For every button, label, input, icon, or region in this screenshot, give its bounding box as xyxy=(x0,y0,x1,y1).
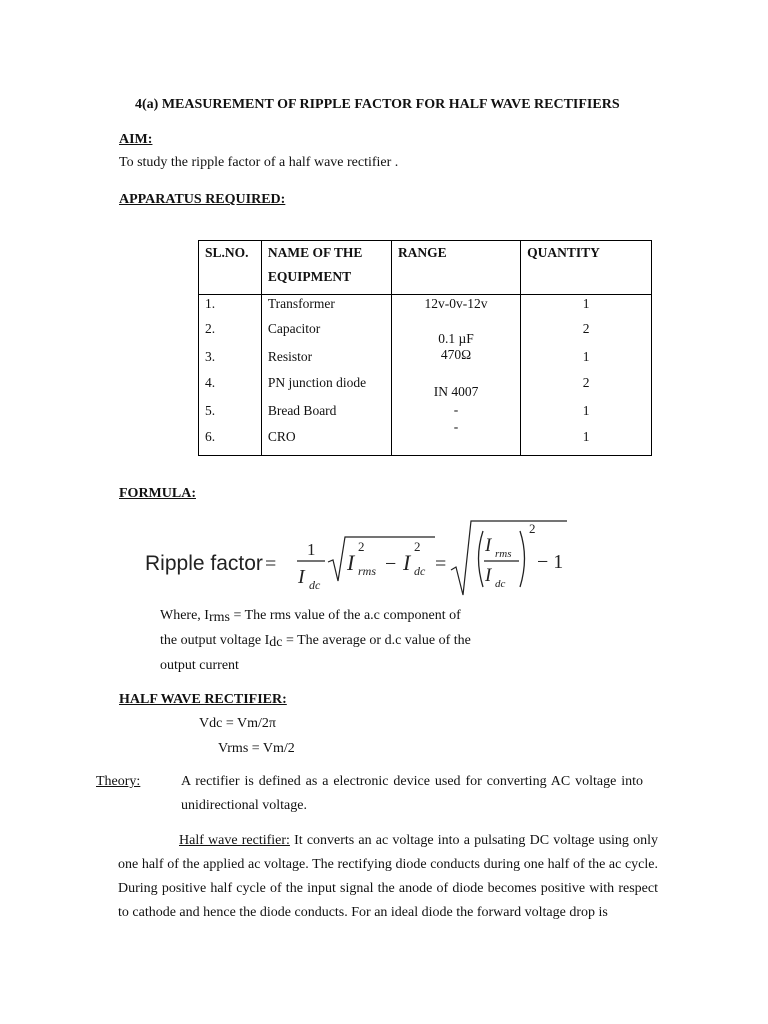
slno-cell: 4. xyxy=(205,375,216,390)
left-paren xyxy=(479,531,484,587)
formula-frac-sub-dc: dc xyxy=(495,578,506,590)
formula-sq-dc: 2 xyxy=(414,539,421,554)
formula-frac-sub-rms: rms xyxy=(495,548,512,560)
range-column xyxy=(391,295,520,456)
formula-minus-one: − 1 xyxy=(537,551,564,573)
formula-equals2: = xyxy=(435,553,447,575)
slno-cell: 5. xyxy=(205,403,216,418)
right-paren xyxy=(520,531,525,587)
where-line-1: Where, Irms = The rms value of the a.c component of xyxy=(160,608,461,625)
formula-frac-i-dc: I xyxy=(485,565,492,586)
formula-i-dc: I xyxy=(298,566,305,588)
equipment-name-cell: Bread Board xyxy=(267,403,337,418)
slno-cell: 6. xyxy=(205,429,216,444)
slno-column xyxy=(199,295,262,456)
quantity-cell: 2 xyxy=(582,375,590,390)
name-column xyxy=(261,295,391,456)
header-name: NAME OF THE EQUIPMENT xyxy=(261,241,391,295)
equipment-name-cell: PN junction diode xyxy=(267,375,367,390)
quantity-column xyxy=(521,295,652,456)
formula-heading: FORMULA: xyxy=(119,486,196,501)
quantity-cell: 1 xyxy=(582,429,590,444)
ripple-factor-formula xyxy=(145,515,575,600)
range-cell: 0.1 µF xyxy=(438,331,474,346)
formula-i-dc2: I xyxy=(403,550,411,575)
quantity-cell: 1 xyxy=(582,349,590,364)
apparatus-table xyxy=(198,240,652,456)
vrms-formula: Vrms = Vm/2 xyxy=(218,741,295,756)
hwr-heading: HALF WAVE RECTIFIER: xyxy=(119,692,287,707)
formula-frac-i-rms: I xyxy=(485,535,492,556)
formula-sub-dc: dc xyxy=(309,578,321,592)
formula-i-rms: I xyxy=(347,550,355,575)
slno-cell: 1. xyxy=(205,296,216,311)
range-cell: - xyxy=(453,402,459,417)
formula-outer-sq: 2 xyxy=(529,521,536,536)
range-cell: - xyxy=(453,419,459,434)
header-slno: SL.NO. xyxy=(199,241,262,295)
formula-sub-dc2: dc xyxy=(414,564,426,578)
theory-label: Theory: xyxy=(96,774,141,789)
formula-label: Ripple factor xyxy=(145,552,263,575)
formula-sub-rms: rms xyxy=(358,564,377,578)
formula-one: 1 xyxy=(307,540,316,559)
where-line-2: the output voltage Idc = The average or d.c value of the xyxy=(160,633,471,650)
formula-minus: − xyxy=(385,553,397,575)
equipment-name-cell: CRO xyxy=(267,429,296,444)
half-wave-text: It converts an ac voltage into a pulsating DC voltage using only one half of the applied ac voltage. The rectifying diode conducts during one half of the ac cycle. During positive half cycle of the input signal the anode of diode becomes positive with respect to cathode and hence the diode conducts. For an ideal diode the forward voltage drop is xyxy=(118,833,658,920)
theory-text: A rectifier is defined as a electronic device used for converting AC voltage into unidirectional voltage. xyxy=(181,774,643,813)
where-line-3: output current xyxy=(160,658,239,673)
quantity-cell: 1 xyxy=(582,296,590,311)
equipment-name-cell: Resistor xyxy=(267,349,313,364)
range-cell: 12v-0v-12v xyxy=(424,296,488,311)
header-quantity: QUANTITY xyxy=(521,241,652,295)
range-cell: 470Ω xyxy=(440,347,472,362)
range-cell: IN 4007 xyxy=(433,384,479,399)
quantity-cell: 2 xyxy=(582,321,590,336)
slno-cell: 3. xyxy=(205,349,216,364)
quantity-cell: 1 xyxy=(582,403,590,418)
page-title: 4(a) MEASUREMENT OF RIPPLE FACTOR FOR HALF WAVE RECTIFIERS xyxy=(135,97,620,112)
equipment-name-cell: Capacitor xyxy=(267,321,321,336)
apparatus-heading: APPARATUS REQUIRED: xyxy=(119,192,286,207)
half-wave-paragraph xyxy=(118,829,658,925)
header-range: RANGE xyxy=(391,241,520,295)
formula-equals: = xyxy=(265,553,277,575)
equipment-name-cell: Transformer xyxy=(267,296,335,311)
formula-sq-rms: 2 xyxy=(358,539,365,554)
slno-cell: 2. xyxy=(205,321,216,336)
aim-heading: AIM: xyxy=(119,132,153,147)
vdc-formula: Vdc = Vm/2π xyxy=(199,716,276,731)
aim-text: To study the ripple factor of a half wave rectifier . xyxy=(119,155,399,170)
half-wave-label: Half wave rectifier: xyxy=(179,833,290,848)
